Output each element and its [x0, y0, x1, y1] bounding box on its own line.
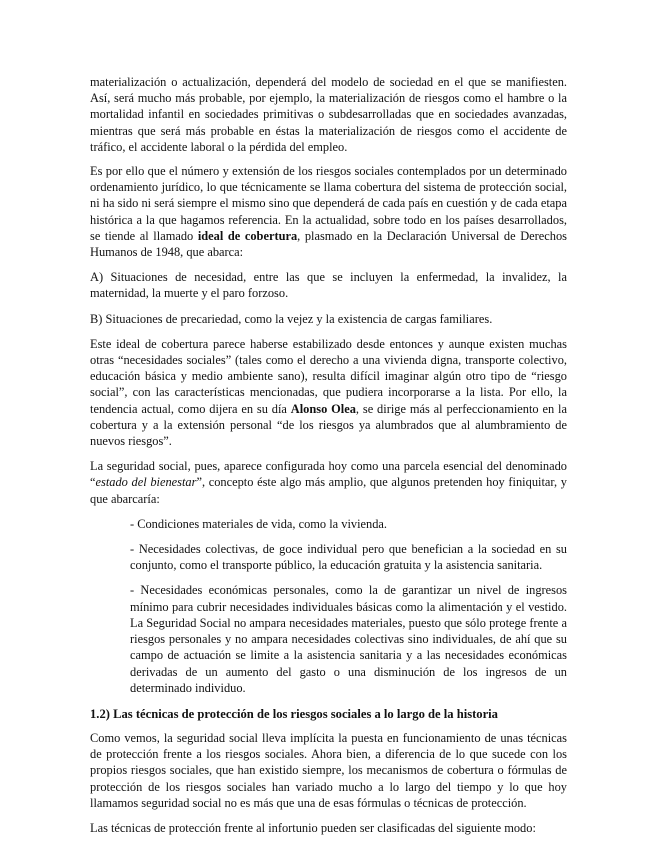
paragraph-2-text-b: , plasmado en la Declaración Universal de Derechos Humanos de 1948, que abarca:: [90, 228, 568, 260]
list-item-b: B) Situaciones de precariedad, como la vejez y la existencia de cargas familiares.: [90, 311, 493, 326]
paragraph-3-text-b: , se dirige más al perfeccionamiento en la cobertura y a la extensión personal “de los riesgos ya alumbrados que al alumbramiento de nuevos riesgos”.: [90, 401, 567, 449]
ideal-de-cobertura-term: ideal de cobertura: [197, 228, 298, 243]
paragraph-6: Las técnicas de protección frente al infortunio pueden ser clasificadas del siguiente modo:: [90, 820, 536, 835]
bullet-item-2: - Necesidades colectivas, de goce individual pero que benefician a la sociedad en su conjunto, como el transporte público, la educación gratuita y la asistencia sanitaria.: [130, 542, 567, 573]
list-item-a: A) Situaciones de necesidad, entre las que se incluyen la enfermedad, la invalidez, la maternidad, la muerte y el paro forzoso.: [90, 270, 567, 301]
bullet-item-1: - Condiciones materiales de vida, como la vivienda.: [130, 516, 388, 531]
estado-del-bienestar-term: estado del bienestar: [95, 475, 197, 490]
paragraph-3-text-a: Este ideal de cobertura parece haberse estabilizado desde entonces y aunque existen muchas otras “necesidades sociales” (tales como el derecho a una vivienda digna, transporte colectivo, educación básica y medio ambiente sano), resulta difícil imaginar algún otro tipo de “riesgo social”, con las características mencionadas, que pudiera incorporarse a la lista. Por ello, la tendencia actual, como dijera en su día: [90, 336, 567, 416]
paragraph-5: Como vemos, la seguridad social lleva implícita la puesta en funcionamiento de unas técnicas de protección frente a los riesgos sociales. Ahora bien, a diferencia de lo que sucede con los propios riesgos sociales, que han existido siempre, los mecanismos de cobertura o fórmulas de protección de los riesgos sociales han variado mucho a lo largo del tiempo y lo que hoy llamamos seguridad social no es más que una de esas fórmulas o técnicas de protección.: [90, 730, 567, 810]
document-page: [90, 74, 567, 845]
paragraph-4-text-b: ”, concepto éste algo más amplio, que algunos pretenden hoy finiquitar, y que abarcaría:: [90, 475, 567, 506]
paragraph-4-text-a: La seguridad social, pues, aparece configurada hoy como una parcela esencial del denominado “: [90, 459, 567, 490]
paragraph-2-text-a: Es por ello que el número y extensión de los riesgos sociales contemplados por un determinado ordenamiento jurídico, lo que técnicamente se llama cobertura del sistema de protección social, ni ha sido ni será siempre el mismo sino que dependerá de cada país en cuestión y de cada etapa histórica a la que hagamos referencia. En la actualidad, sobre todo en los países desarrollados, se tiende al llamado: [90, 164, 567, 243]
paragraph-3: [90, 336, 567, 449]
alonso-olea-name: Alonso Olea: [290, 401, 356, 416]
section-heading: 1.2) Las técnicas de protección de los riesgos sociales a lo largo de la historia: [90, 706, 498, 721]
paragraph-1: materialización o actualización, dependerá del modelo de sociedad en el que se manifiesten. Así, será mucho más probable, por ejemplo, la materialización de riesgos como el hambre o la mortalidad infantil en sociedades primitivas o subdesarrolladas que en sociedades avanzadas, mientras que será más probable en éstas la materialización de riesgos como el accidente de tráfico, el accidente laboral o la pérdida del empleo.: [90, 75, 567, 154]
bullet-item-3: - Necesidades económicas personales, como la de garantizar un nivel de ingresos mínimo para cubrir necesidades individuales básicas como la alimentación y el vestido. La Seguridad Social no ampara necesidades materiales, puesto que sólo protege frente a riesgos personales y no ampara necesidades colectivas sino individuales, de ahí que su campo de actuación se limite a la asistencia sanitaria y a las necesidades económicas derivadas de un aumento del gasto o una disminución de los ingresos de un determinado individuo.: [130, 583, 567, 695]
paragraph-2: [90, 163, 567, 260]
paragraph-4: [90, 458, 567, 507]
